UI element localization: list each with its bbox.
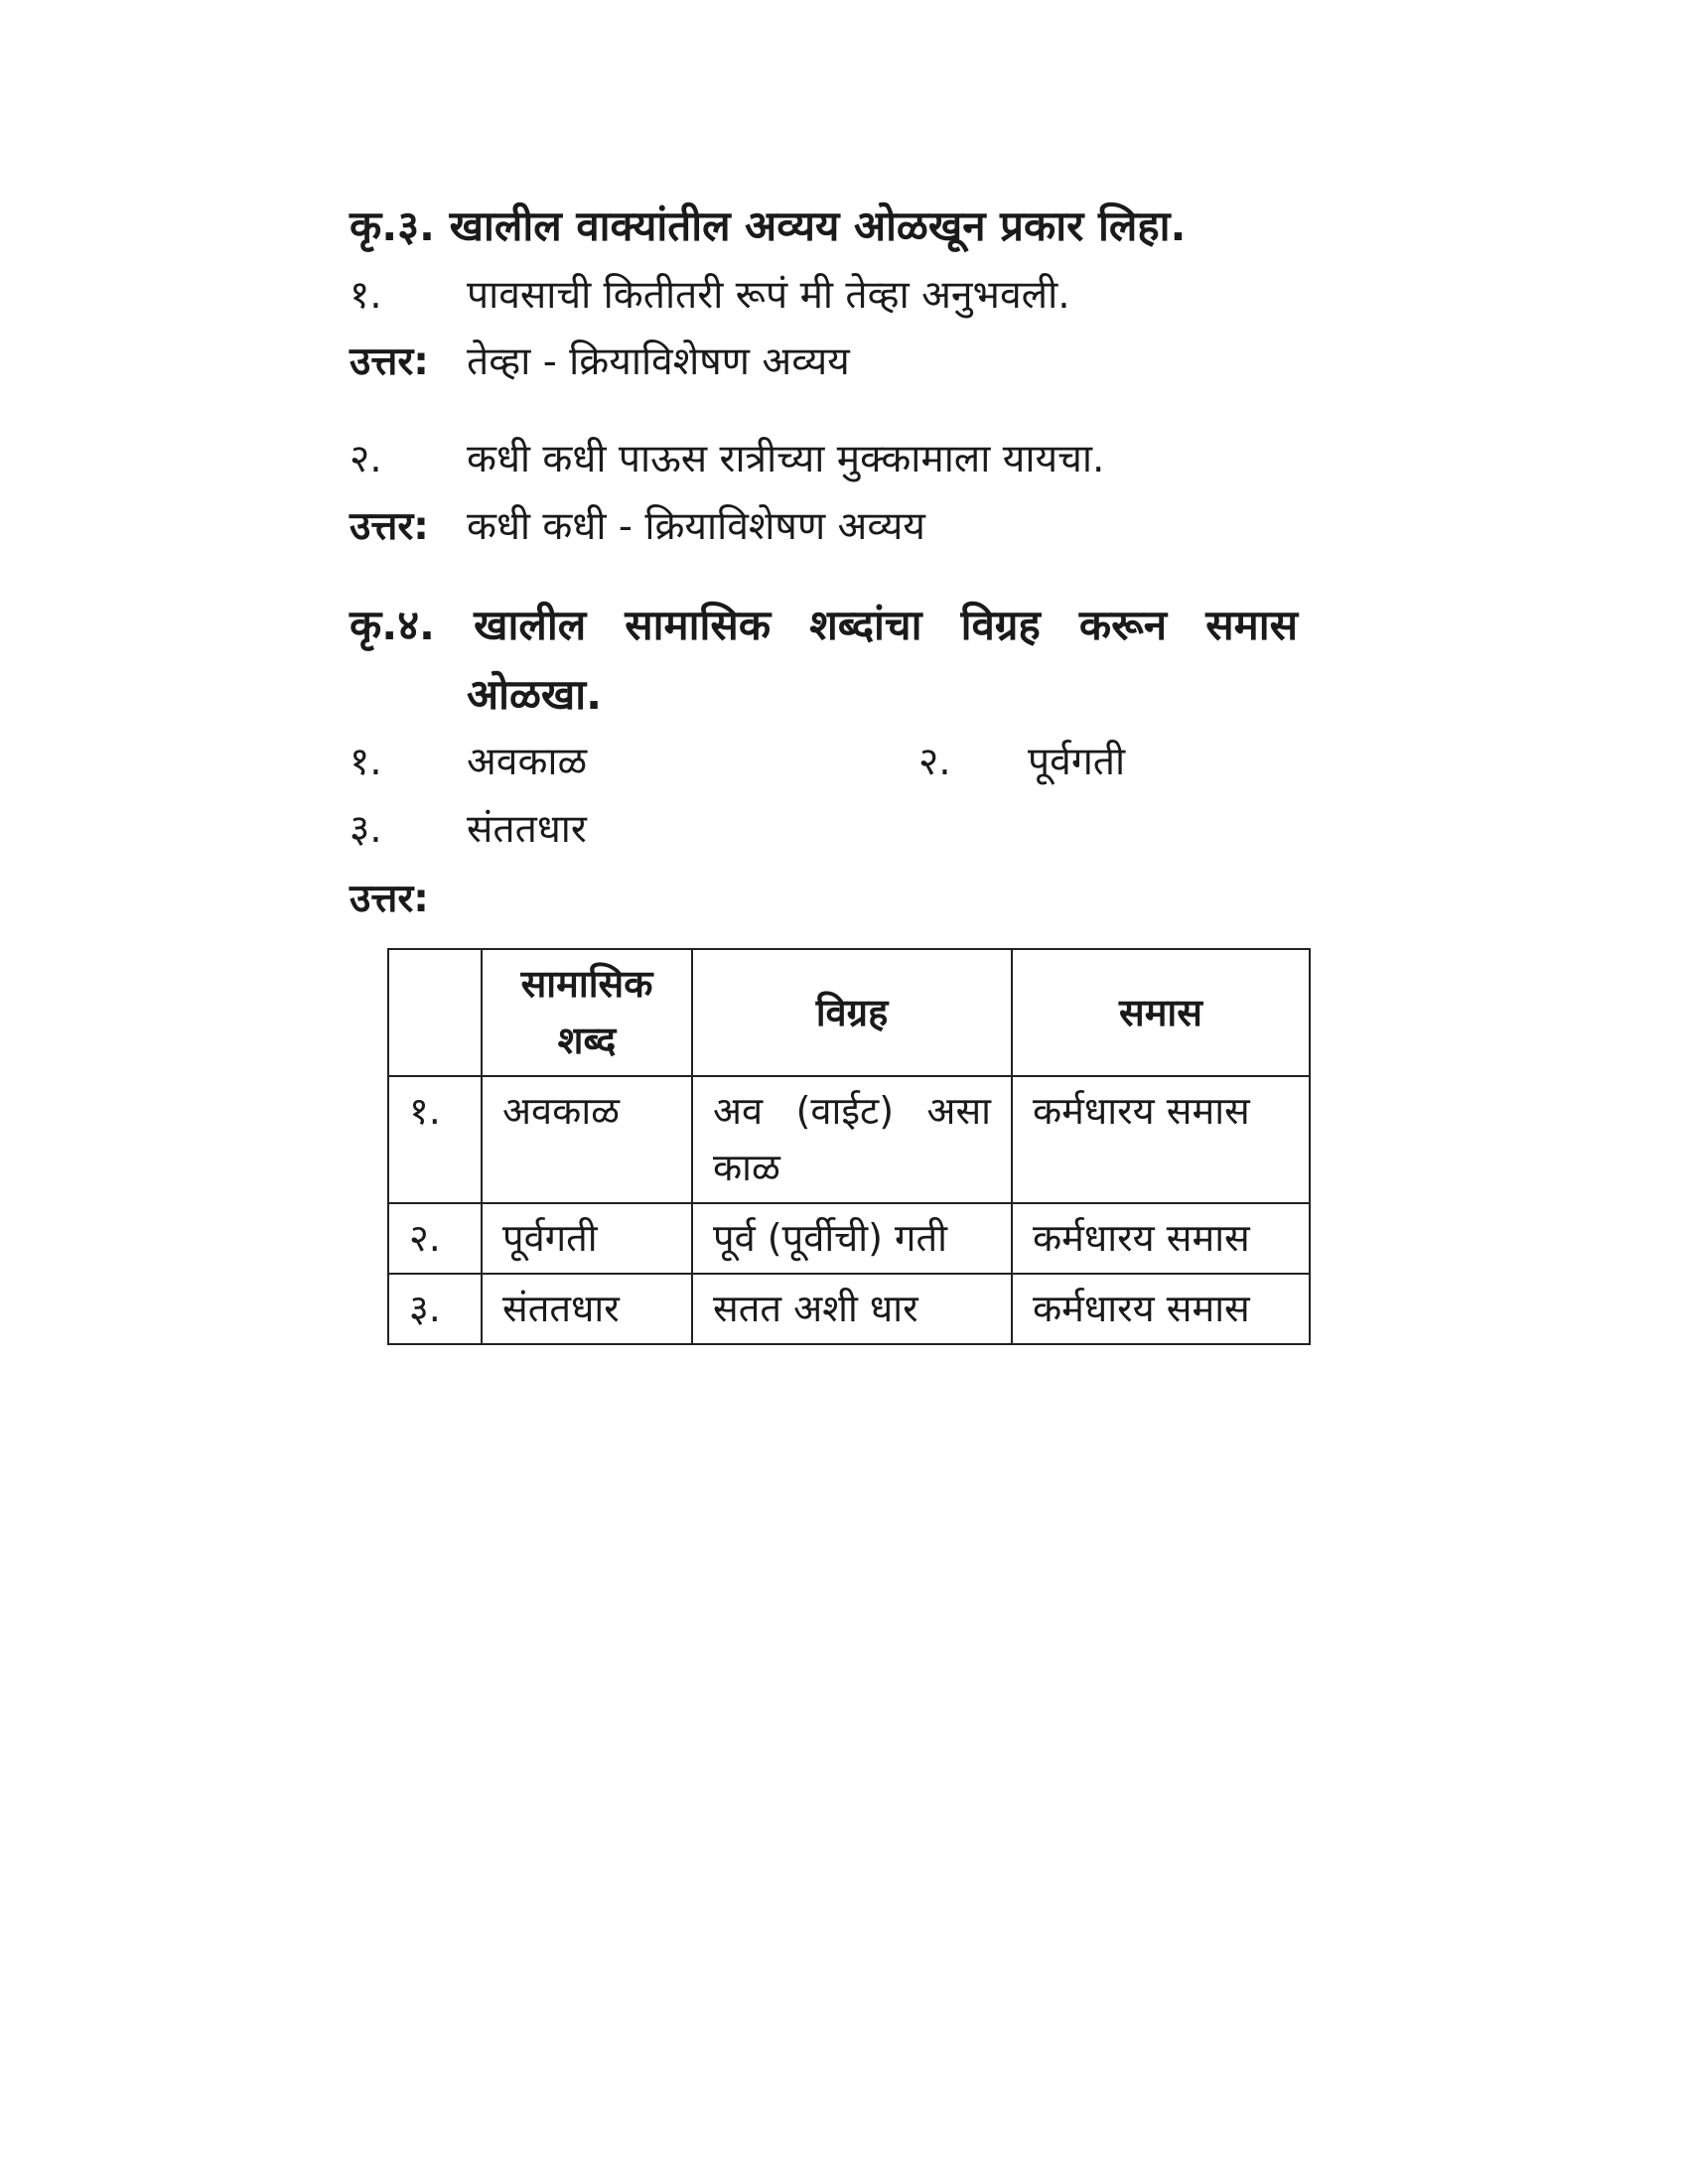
table-row: [388, 1076, 1310, 1203]
row-samas: कर्मधारय समास: [1012, 1203, 1310, 1274]
table-header-blank: [388, 949, 482, 1076]
q3-item-1-sentence: पावसाची कितीतरी रूपं मी तेव्हा अनुभवली.: [467, 273, 1070, 318]
table-row: [388, 1274, 1310, 1344]
q4-word-2: पूर्वगती: [1028, 740, 1126, 784]
q4-answer-label: उत्तर:: [350, 877, 429, 921]
row-word: पूर्वगती: [482, 1203, 692, 1274]
row-number: २.: [388, 1203, 482, 1274]
q4-heading-line-2: ओळखा.: [467, 670, 603, 719]
q4-heading-line-1: कृ.४. खालील सामासिक शब्दांचा विग्रह करून समास: [350, 601, 1298, 649]
q3-item-1-answer-label: उत्तर:: [350, 340, 429, 384]
row-vigraha: सतत अशी धार: [692, 1274, 1012, 1344]
row-samas: कर्मधारय समास: [1012, 1274, 1310, 1344]
row-number: १.: [388, 1076, 482, 1203]
table-header-word: सामासिक शब्द: [482, 949, 692, 1076]
q3-item-1-answer: तेव्हा - क्रियाविशेषण अव्यय: [467, 340, 850, 384]
row-word: संततधार: [482, 1274, 692, 1344]
answer-table: [387, 948, 1311, 1345]
table-header-row: [388, 949, 1310, 1076]
q4-word-3: संततधार: [467, 807, 587, 852]
q4-word-1-number: १.: [350, 740, 382, 784]
q4-word-1: अवकाळ: [467, 740, 588, 784]
q3-item-2-answer: कधी कधी - क्रियाविशेषण अव्यय: [467, 504, 925, 549]
q4-word-2-number: २.: [918, 740, 951, 784]
table-row: [388, 1203, 1310, 1274]
row-word: अवकाळ: [482, 1076, 692, 1203]
row-samas: कर्मधारय समास: [1012, 1076, 1310, 1203]
table-header-samas: समास: [1012, 949, 1310, 1076]
table-header-vigraha: विग्रह: [692, 949, 1012, 1076]
row-number: ३.: [388, 1274, 482, 1344]
q3-item-1-number: १.: [350, 273, 382, 318]
q3-item-2-answer-label: उत्तर:: [350, 504, 429, 549]
row-vigraha: पूर्व (पूर्वीची) गती: [692, 1203, 1012, 1274]
q3-item-2-sentence: कधी कधी पाऊस रात्रीच्या मुक्कामाला यायचा.: [467, 437, 1105, 481]
q3-heading: कृ.३. खालील वाक्यांतील अव्यय ओळखून प्रकार लिहा.: [350, 202, 1187, 250]
q3-item-2-number: २.: [350, 437, 382, 481]
q4-word-3-number: ३.: [350, 807, 382, 852]
row-vigraha: अव (वाईट) असा काळ: [692, 1076, 1012, 1203]
